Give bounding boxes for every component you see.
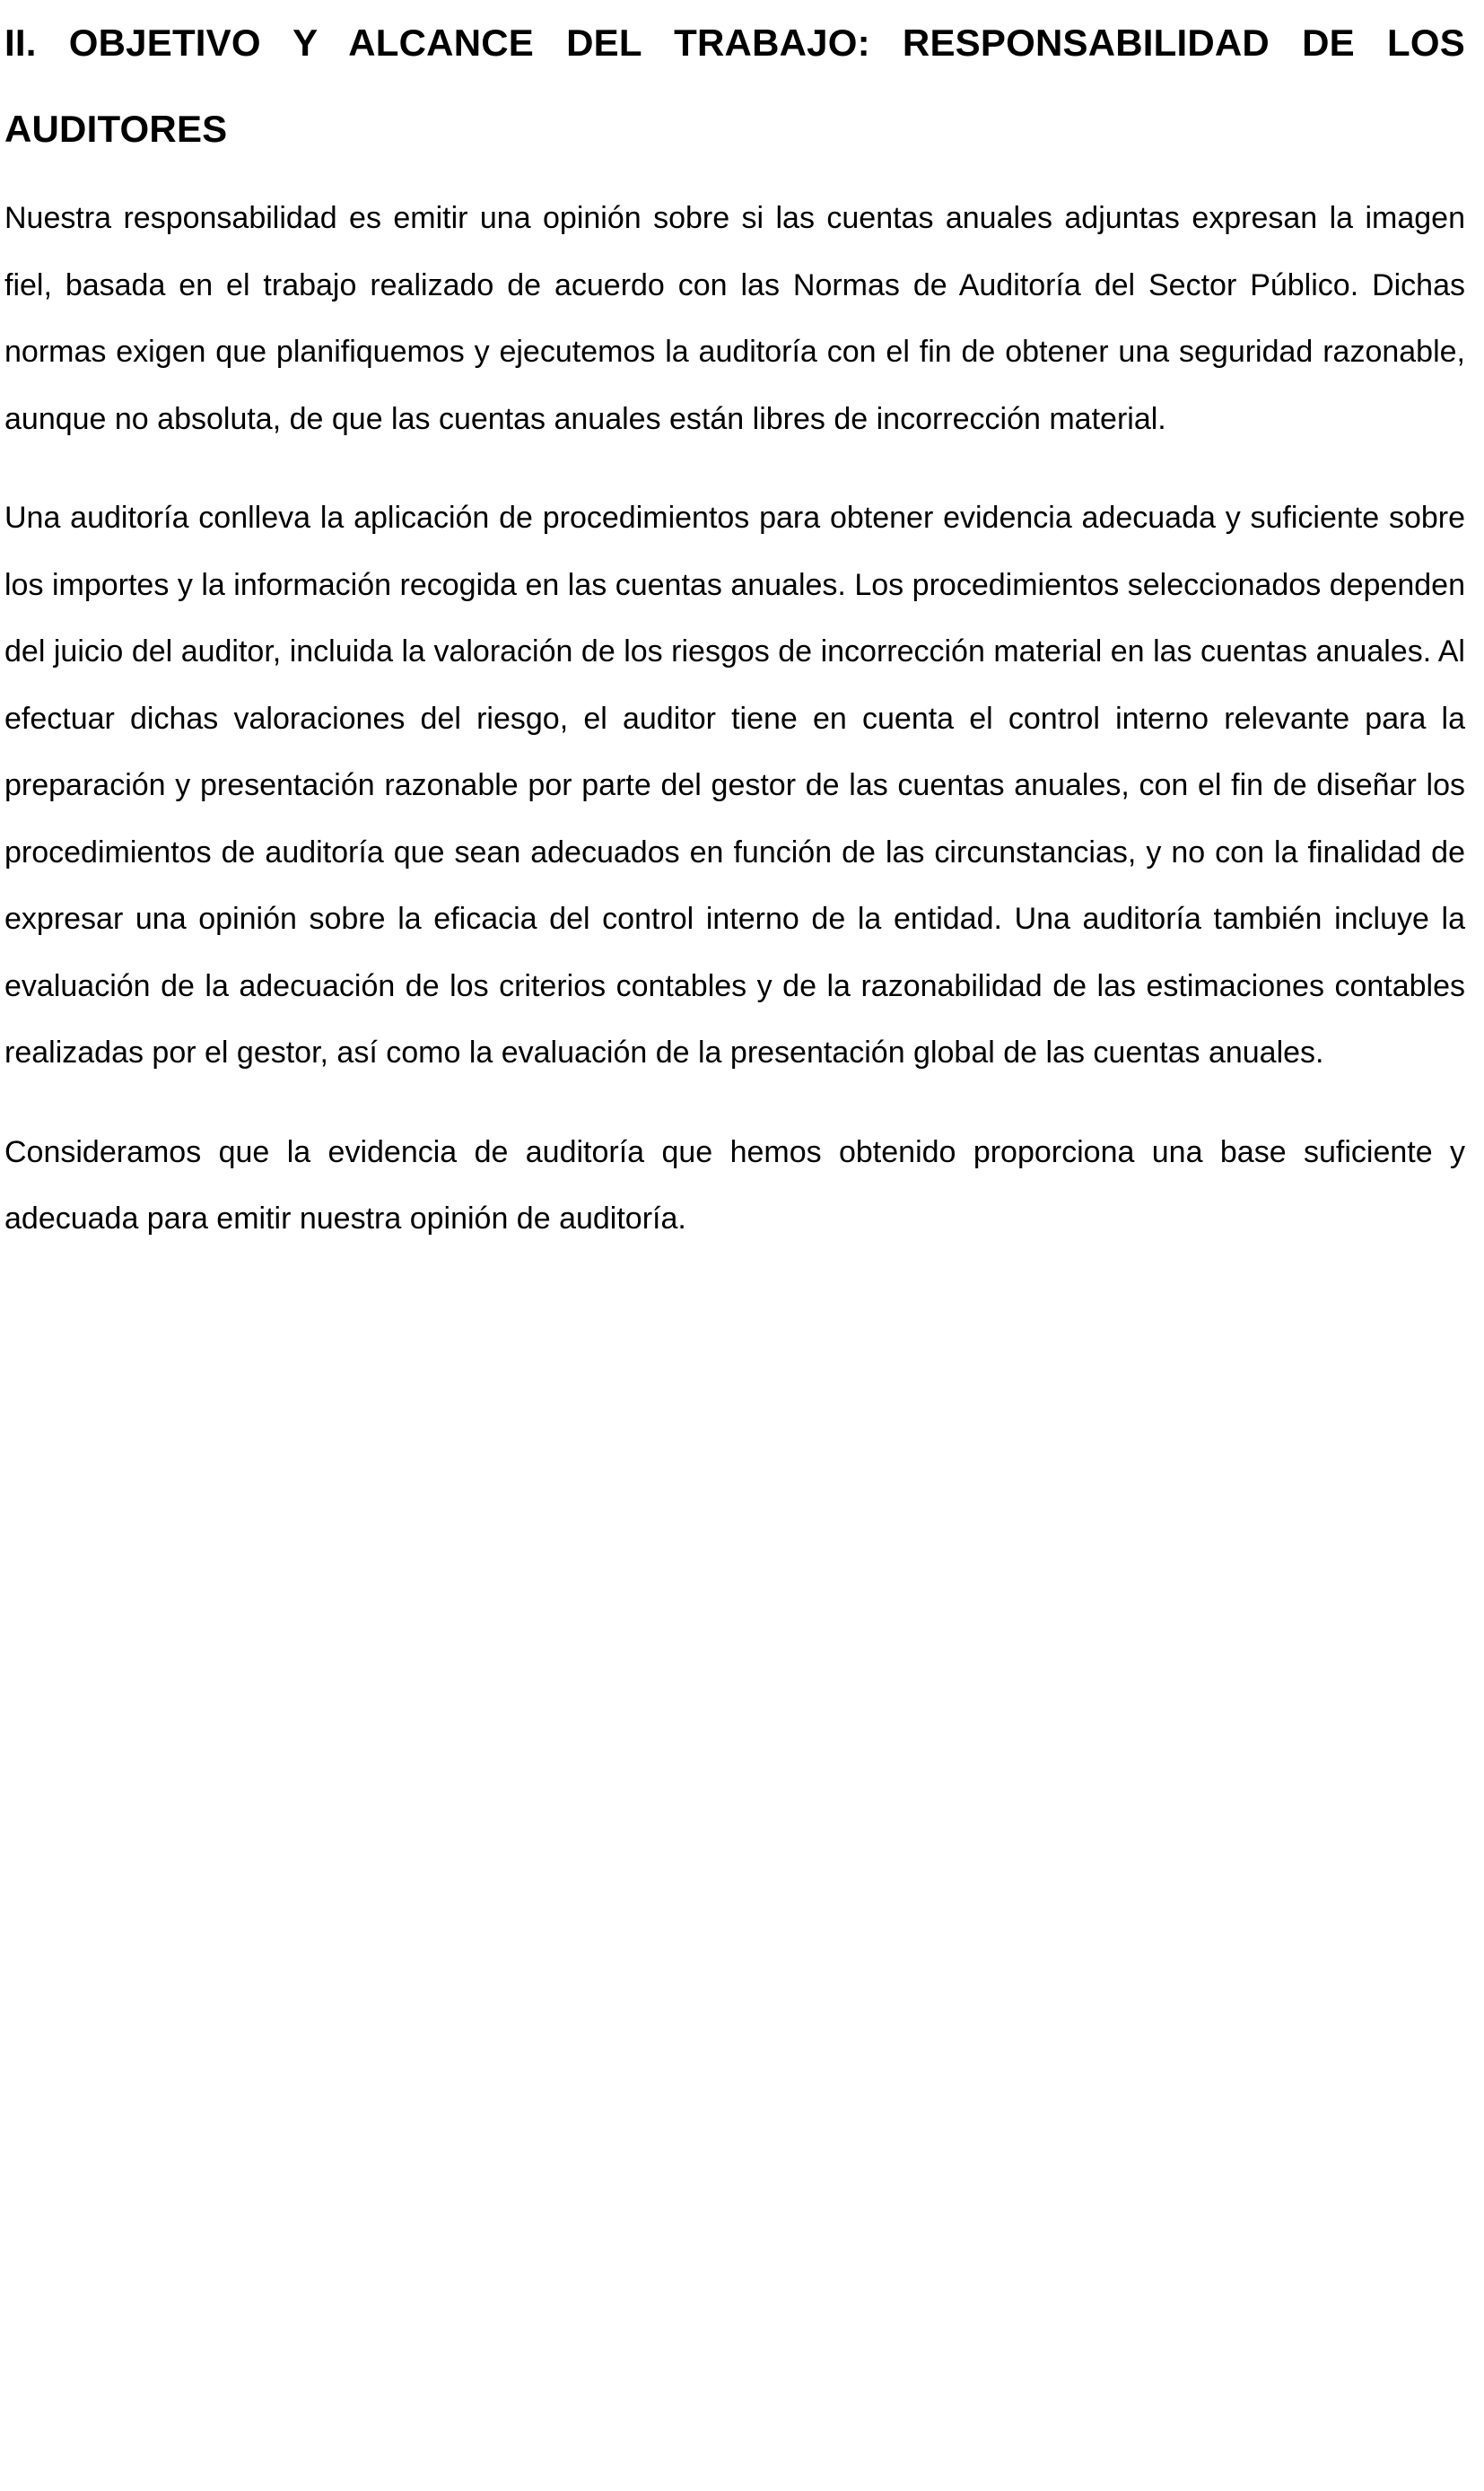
paragraph-responsibility: Nuestra responsabilidad es emitir una opinión sobre si las cuentas anuales adjuntas expresan la imagen fiel, basada en el trabajo realizado de acuerdo con las Normas de Auditoría del Sector Público. Dichas normas exigen que planifiquemos y ejecutemos la auditoría con el fin de obtener una seguridad razonable, aunque no absoluta, de que las cuentas anuales están libres de incorrección material.	[4, 201, 1465, 436]
paragraph-evidence-conclusion: Consideramos que la evidencia de auditoría que hemos obtenido proporciona una base suficiente y adecuada para emitir nuestra opinión de auditoría.	[4, 1134, 1465, 1236]
document-page	[4, 0, 1465, 1253]
paragraph-audit-procedures: Una auditoría conlleva la aplicación de procedimientos para obtener evidencia adecuada y suficiente sobre los importes y la información recogida en las cuentas anuales. Los procedimientos seleccionados dependen del juicio del auditor, incluida la valoración de los riesgos de incorrección material en las cuentas anuales. Al efectuar dichas valoraciones del riesgo, el auditor tiene en cuenta el control interno relevante para la preparación y presentación razonable por parte del gestor de las cuentas anuales, con el fin de diseñar los procedimientos de auditoría que sean adecuados en función de las circunstancias, y no con la finalidad de expresar una opinión sobre la eficacia del control interno de la entidad. Una auditoría también incluye la evaluación de la adecuación de los criterios contables y de la razonabilidad de las estimaciones contables realizadas por el gestor, así como la evaluación de la presentación global de las cuentas anuales.	[4, 501, 1465, 1070]
section-heading: II. OBJETIVO Y ALCANCE DEL TRABAJO: RESPONSABILIDAD DE LOS AUDITORES	[4, 22, 1465, 150]
